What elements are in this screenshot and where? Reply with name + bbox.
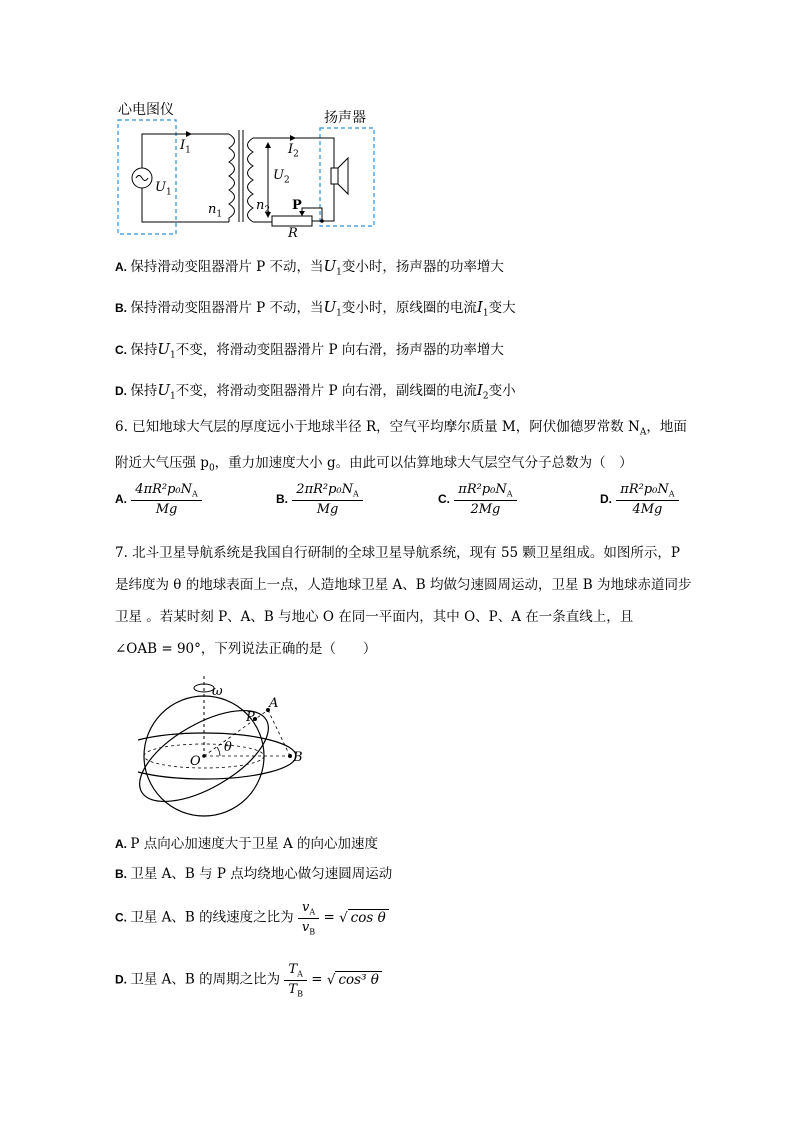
- q6-line-1: 6. 已知地球大气层的厚度远小于地球半径 R，空气平均摩尔质量 M，阿伏伽德罗常数 $N_A$，地面: [115, 419, 687, 438]
- q6-option-a-fraction: $\frac{4\pi R^2p_0N_A}{Mg}$: [131, 482, 202, 517]
- label-R: R: [288, 226, 298, 241]
- q7-option-c-root: √ cos θ: [339, 910, 389, 926]
- q7-option-d[interactable]: D. 卫星 A、B 的周期之比为 $\frac{T_A}{T_B}$ = √ cos³ θ: [115, 962, 382, 998]
- label-U1: $U_1$: [155, 180, 172, 198]
- label-O: O: [190, 754, 201, 769]
- label-I2: $I_2$: [288, 142, 299, 160]
- q7-option-c-fraction: $\frac{v_A}{v_B}$: [298, 900, 319, 936]
- label-P: P: [246, 710, 255, 725]
- q6-option-b[interactable]: B. $\frac{2\pi R^2p_0N_A}{Mg}$: [276, 482, 363, 517]
- circuit-figure: [112, 98, 382, 243]
- label-B: B: [293, 750, 303, 765]
- label-A: A: [269, 696, 279, 711]
- q7-option-c[interactable]: C. 卫星 A、B 的线速度之比为 $\frac{v_A}{v_B}$ = √ cos θ: [115, 900, 389, 936]
- q5-option-b[interactable]: B. 保持滑动变阻器滑片 P 不动，当$U_1$变小时，原线圈的电流$I_1$变大: [115, 298, 516, 319]
- q7-option-a[interactable]: A. P 点向心加速度大于卫星 A 的向心加速度: [115, 836, 379, 852]
- q7-stem: [115, 537, 715, 665]
- q7-option-d-root: √ cos³ θ: [327, 972, 382, 988]
- speaker-label: 扬声器: [324, 110, 366, 126]
- q6-option-d-fraction: $\frac{\pi R^2p_0N_A}{4Mg}$: [616, 482, 678, 517]
- label-theta: θ: [224, 740, 232, 755]
- orbit-diagram: [138, 672, 338, 817]
- q7-line-1: 7. 北斗卫星导航系统是我国自行研制的全球卫星导航系统，现有 55 颗卫星组成。如图所示，P: [115, 545, 681, 561]
- q6-option-c-fraction: $\frac{\pi R^2p_0N_A}{2Mg}$: [454, 482, 516, 517]
- circuit-diagram: [112, 98, 382, 243]
- q5-option-a[interactable]: A. 保持滑动变阻器滑片 P 不动，当$U_1$变小时，扬声器的功率增大: [115, 257, 504, 278]
- label-n1: $n_1$: [208, 202, 223, 220]
- q7-line-2: 是纬度为 θ 的地球表面上一点，人造地球卫星 A、B 均做匀速圆周运动，卫星 B 为地球赤道同步: [115, 577, 692, 593]
- q6-option-b-fraction: $\frac{2\pi R^2p_0N_A}{Mg}$: [292, 482, 363, 517]
- q5-option-d[interactable]: D. 保持$U_1$不变，将滑动变阻器滑片 P 向右滑，副线圈的电流$I_2$变小: [115, 381, 516, 402]
- label-U2: $U_2$: [273, 168, 290, 186]
- ecg-label: 心电图仪: [118, 102, 174, 118]
- q7-line-3: 卫星 。若某时刻 P、A、B 与地心 O 在同一平面内，其中 O、P、A 在一条直线上，且: [115, 609, 634, 625]
- label-omega: ω: [212, 684, 223, 699]
- q6-option-a[interactable]: A. $\frac{4\pi R^2p_0N_A}{Mg}$: [115, 482, 202, 517]
- q7-line-4: ∠OAB = 90°，下列说法正确的是（ ）: [115, 641, 377, 657]
- label-n2: $n_2$: [256, 198, 271, 216]
- label-P: P: [292, 198, 302, 213]
- q6-option-d[interactable]: D. $\frac{\pi R^2p_0N_A}{4Mg}$: [600, 482, 679, 517]
- q7-option-d-fraction: $\frac{T_A}{T_B}$: [284, 962, 307, 998]
- label-I1: $I_1$: [180, 138, 191, 156]
- orbit-figure: [138, 672, 338, 817]
- q7-option-b[interactable]: B. 卫星 A、B 与 P 点均绕地心做匀速圆周运动: [115, 866, 393, 882]
- q6-stem: [115, 412, 715, 483]
- q6-option-c[interactable]: C. $\frac{\pi R^2p_0N_A}{2Mg}$: [438, 482, 517, 517]
- q6-line-2: 附近大气压强 $p_0$，重力加速度大小 g。由此可以估算地球大气层空气分子总数为（ ）: [115, 454, 633, 474]
- q5-option-c[interactable]: C. 保持$U_1$不变，将滑动变阻器滑片 P 向右滑，扬声器的功率增大: [115, 340, 504, 361]
